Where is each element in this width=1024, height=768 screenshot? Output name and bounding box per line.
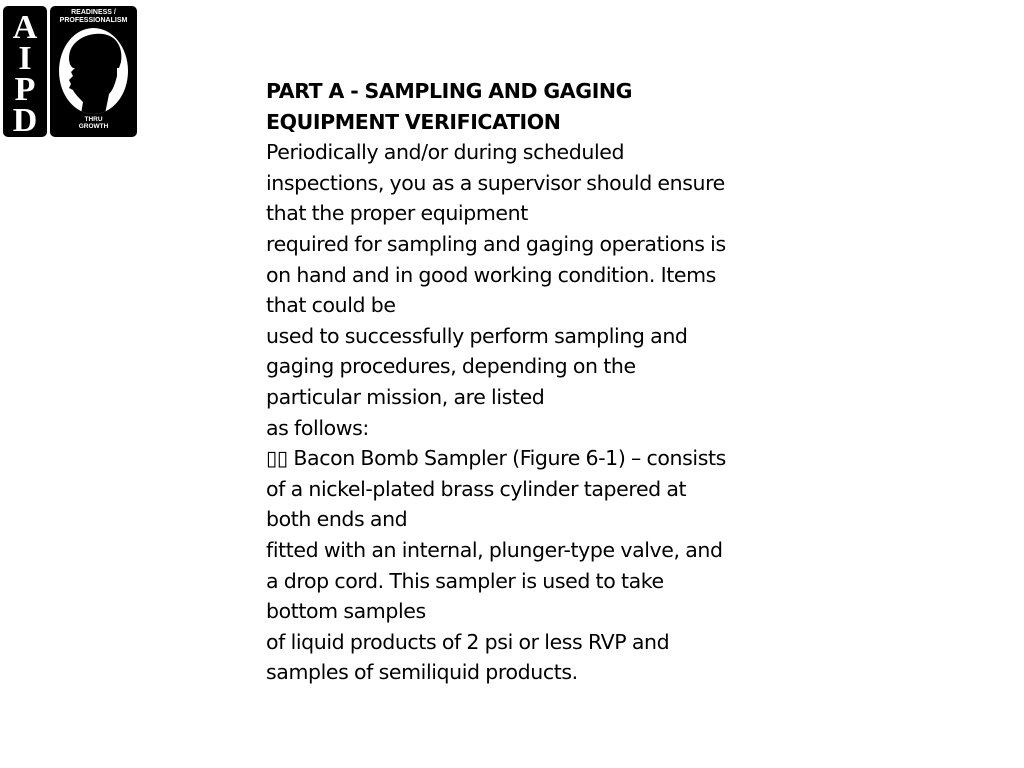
badge-motto-growth: GROWTH [78,123,109,130]
body-line: both ends and [266,507,408,532]
badge-motto-readiness: READINESS / [71,9,116,16]
aipd-badge [50,6,137,137]
body-line: on hand and in good working condition. Items [266,262,716,287]
badge-motto-thru: THRU [84,116,103,123]
logo-letter-a: A [12,9,38,46]
badge-motto-bottom [50,116,137,130]
document-content [266,76,766,688]
body-line-list-item: ▯▯ Bacon Bomb Sampler (Figure 6-1) – consists [266,446,726,471]
logo-letter-p: P [14,71,36,108]
body-line: inspections, you as a supervisor should ensure [266,170,725,195]
logo-letter-d: D [12,102,38,139]
body-line: bottom samples [266,599,426,624]
badge-motto-professionalism: PROFESSIONALISM [59,17,128,24]
section-heading [266,76,766,137]
body-line: required for sampling and gaging operations is [266,231,726,256]
body-line: particular mission, are listed [266,384,545,409]
body-line: used to successfully perform sampling and [266,323,688,348]
body-line: as follows: [266,415,369,440]
body-line: samples of semiliquid products. [266,660,578,685]
logo-letter-i: I [18,40,32,77]
body-line: that the proper equipment [266,201,528,226]
heading-line: EQUIPMENT VERIFICATION [266,109,561,134]
heading-line: PART A - SAMPLING AND GAGING [266,79,633,103]
soldier-helmet-silhouette-icon [59,28,128,114]
body-line: of a nickel-plated brass cylinder tapered at [266,476,687,501]
body-line: of liquid products of 2 psi or less RVP and [266,629,670,654]
body-line: gaging procedures, depending on the [266,354,636,379]
aipd-logo [3,6,135,138]
body-line: a drop cord. This sampler is used to take [266,568,664,593]
badge-motto-top [50,9,137,25]
body-line: that could be [266,293,396,318]
body-line: fitted with an internal, plunger-type valve, and [266,537,723,562]
body-line: Periodically and/or during scheduled [266,140,625,165]
body-paragraph [266,137,766,688]
aipd-letter-column [3,6,47,137]
